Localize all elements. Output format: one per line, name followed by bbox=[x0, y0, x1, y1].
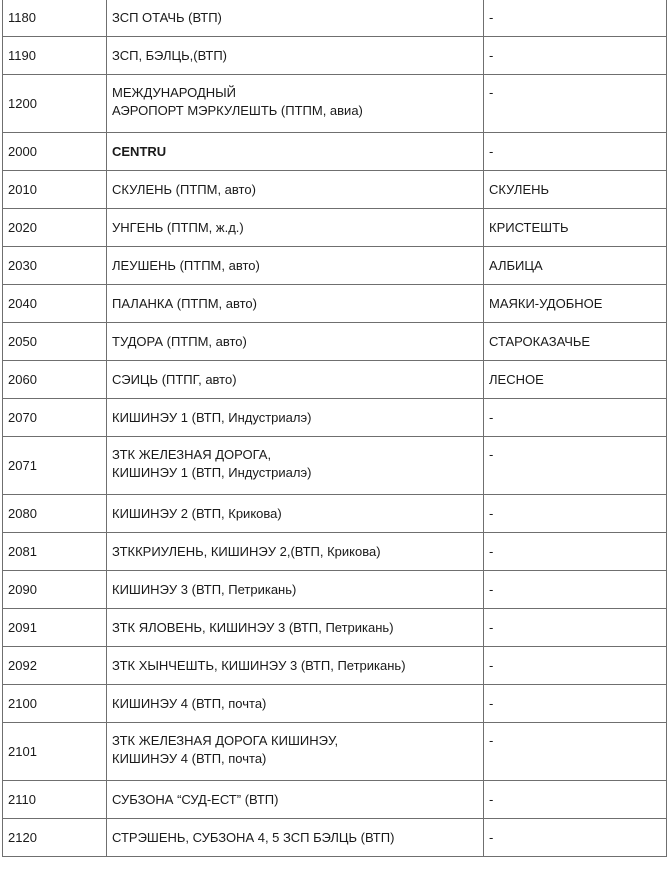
code-cell: 2050 bbox=[3, 323, 107, 361]
name-line: СКУЛЕНЬ (ПТПМ, авто) bbox=[112, 181, 256, 197]
name-line: ЗСП ОТАЧЬ (ВТП) bbox=[112, 9, 222, 25]
name-line: ЗТК ЖЕЛЕЗНАЯ ДОРОГА КИШИНЭУ, bbox=[112, 733, 339, 748]
locality-cell: - bbox=[484, 685, 667, 723]
code-cell: 2101 bbox=[3, 723, 107, 781]
table-row bbox=[3, 361, 667, 399]
locality-cell: - bbox=[484, 781, 667, 819]
locality-cell: КРИСТЕШТЬ bbox=[484, 209, 667, 247]
table-row bbox=[3, 819, 667, 857]
locality-cell: - bbox=[484, 495, 667, 533]
name-line: ТУДОРА (ПТПМ, авто) bbox=[112, 333, 247, 349]
table-row bbox=[3, 609, 667, 647]
code-cell: 2000 bbox=[3, 133, 107, 171]
name-cell bbox=[107, 209, 484, 247]
table-row bbox=[3, 133, 667, 171]
name-line: ПАЛАНКА (ПТПМ, авто) bbox=[112, 295, 257, 311]
table-row bbox=[3, 533, 667, 571]
name-line: КИШИНЭУ 2 (ВТП, Крикова) bbox=[112, 505, 282, 521]
name-cell bbox=[107, 495, 484, 533]
name-cell bbox=[107, 323, 484, 361]
name-line: КИШИНЭУ 4 (ВТП, почта) bbox=[112, 695, 267, 711]
locality-cell: - bbox=[484, 133, 667, 171]
code-cell: 2060 bbox=[3, 361, 107, 399]
name-cell bbox=[107, 647, 484, 685]
locality-cell: - bbox=[484, 75, 667, 133]
name-line: КИШИНЭУ 3 (ВТП, Петрикань) bbox=[112, 581, 297, 597]
locality-cell: - bbox=[484, 819, 667, 857]
code-cell: 2030 bbox=[3, 247, 107, 285]
name-line: ЗСП, БЭЛЦЬ,(ВТП) bbox=[112, 47, 227, 63]
locality-cell: - bbox=[484, 647, 667, 685]
code-cell: 1200 bbox=[3, 75, 107, 133]
locality-cell: - bbox=[484, 533, 667, 571]
name-cell bbox=[107, 781, 484, 819]
name-cell bbox=[107, 247, 484, 285]
code-cell: 2081 bbox=[3, 533, 107, 571]
table-row bbox=[3, 685, 667, 723]
name-line: ЗТК ХЫНЧЕШТЬ, КИШИНЭУ 3 (ВТП, Петрикань) bbox=[112, 657, 406, 673]
code-cell: 2071 bbox=[3, 437, 107, 495]
code-cell: 2040 bbox=[3, 285, 107, 323]
locality-cell: АЛБИЦА bbox=[484, 247, 667, 285]
name-line: УНГЕНЬ (ПТПМ, ж.д.) bbox=[112, 219, 244, 235]
name-line: СЭИЦЬ (ПТПГ, авто) bbox=[112, 371, 237, 387]
table-row bbox=[3, 571, 667, 609]
name-cell bbox=[107, 609, 484, 647]
name-line: КИШИНЭУ 4 (ВТП, почта) bbox=[112, 751, 267, 766]
name-cell bbox=[107, 533, 484, 571]
name-line: СТРЭШЕНЬ, СУБЗОНА 4, 5 ЗСП БЭЛЦЬ (ВТП) bbox=[112, 829, 395, 845]
name-cell bbox=[107, 285, 484, 323]
locality-cell: СТАРОКАЗАЧЬЕ bbox=[484, 323, 667, 361]
name-cell bbox=[107, 37, 484, 75]
name-cell bbox=[107, 171, 484, 209]
code-cell: 2110 bbox=[3, 781, 107, 819]
name-line: ЗТК ЖЕЛЕЗНАЯ ДОРОГА, bbox=[112, 447, 272, 462]
code-cell: 2100 bbox=[3, 685, 107, 723]
table-row bbox=[3, 0, 667, 37]
name-cell bbox=[107, 685, 484, 723]
locality-cell: - bbox=[484, 399, 667, 437]
locality-cell: - bbox=[484, 437, 667, 495]
name-cell bbox=[107, 571, 484, 609]
name-cell bbox=[107, 75, 484, 133]
customs-codes-table bbox=[2, 0, 667, 857]
name-line: ЗТК ЯЛОВЕНЬ, КИШИНЭУ 3 (ВТП, Петрикань) bbox=[112, 619, 394, 635]
locality-cell: МАЯКИ-УДОБНОЕ bbox=[484, 285, 667, 323]
locality-cell: СКУЛЕНЬ bbox=[484, 171, 667, 209]
code-cell: 2010 bbox=[3, 171, 107, 209]
locality-cell: - bbox=[484, 37, 667, 75]
name-cell bbox=[107, 723, 484, 781]
name-line: CENTRU bbox=[112, 143, 167, 159]
code-cell: 2092 bbox=[3, 647, 107, 685]
table-row bbox=[3, 247, 667, 285]
code-cell: 2020 bbox=[3, 209, 107, 247]
name-line: КИШИНЭУ 1 (ВТП, Индустриалэ) bbox=[112, 465, 312, 480]
table-body bbox=[3, 0, 667, 857]
table-row bbox=[3, 399, 667, 437]
table-row bbox=[3, 285, 667, 323]
code-cell: 1180 bbox=[3, 0, 107, 37]
name-cell bbox=[107, 399, 484, 437]
name-line: АЭРОПОРТ МЭРКУЛЕШТЬ (ПТПМ, авиа) bbox=[112, 103, 363, 118]
locality-cell: - bbox=[484, 723, 667, 781]
table-row bbox=[3, 75, 667, 133]
name-line: МЕЖДУНАРОДНЫЙ bbox=[112, 85, 237, 100]
table-row bbox=[3, 647, 667, 685]
locality-cell: ЛЕСНОЕ bbox=[484, 361, 667, 399]
code-cell: 2070 bbox=[3, 399, 107, 437]
code-cell: 2080 bbox=[3, 495, 107, 533]
table-row bbox=[3, 437, 667, 495]
code-cell: 1190 bbox=[3, 37, 107, 75]
code-cell: 2120 bbox=[3, 819, 107, 857]
locality-cell: - bbox=[484, 571, 667, 609]
name-cell bbox=[107, 361, 484, 399]
code-cell: 2091 bbox=[3, 609, 107, 647]
locality-cell: - bbox=[484, 609, 667, 647]
name-line: ЛЕУШЕНЬ (ПТПМ, авто) bbox=[112, 257, 260, 273]
name-line: ЗТККРИУЛЕНЬ, КИШИНЭУ 2,(ВТП, Крикова) bbox=[112, 543, 381, 559]
table-row bbox=[3, 723, 667, 781]
name-line: СУБЗОНА “СУД-ЕСТ” (ВТП) bbox=[112, 791, 279, 807]
code-cell: 2090 bbox=[3, 571, 107, 609]
name-line: КИШИНЭУ 1 (ВТП, Индустриалэ) bbox=[112, 409, 312, 425]
name-cell bbox=[107, 0, 484, 37]
table-row bbox=[3, 323, 667, 361]
table-row bbox=[3, 781, 667, 819]
name-cell bbox=[107, 819, 484, 857]
table-row bbox=[3, 495, 667, 533]
locality-cell: - bbox=[484, 0, 667, 37]
name-cell bbox=[107, 437, 484, 495]
table-row bbox=[3, 209, 667, 247]
table-row bbox=[3, 37, 667, 75]
name-cell bbox=[107, 133, 484, 171]
table-row bbox=[3, 171, 667, 209]
